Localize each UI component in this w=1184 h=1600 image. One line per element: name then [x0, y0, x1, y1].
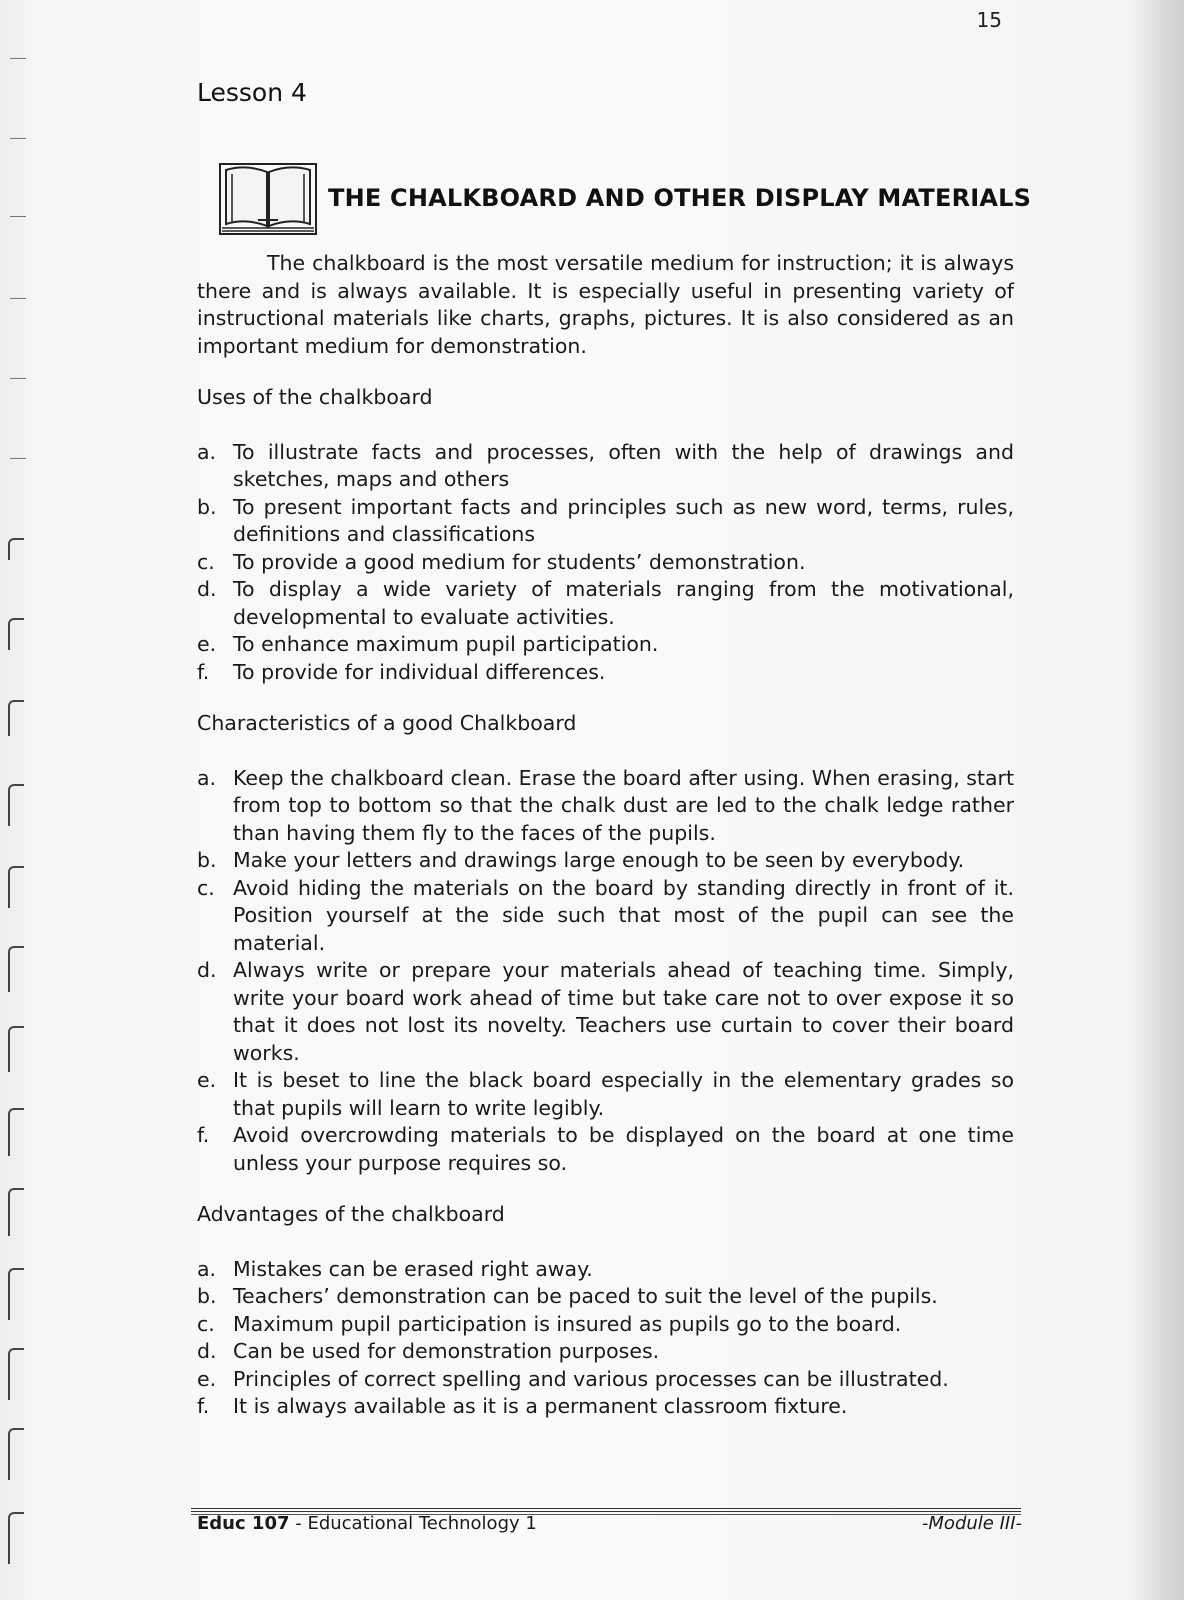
list-marker: b. — [197, 494, 217, 519]
list-item — [197, 957, 1014, 1067]
list-item — [197, 494, 1014, 549]
footer-course-title: - Educational Technology 1 — [289, 1513, 537, 1534]
list-item — [197, 1122, 1014, 1177]
book-icon — [218, 160, 318, 236]
list-marker: d. — [197, 577, 217, 601]
list-marker: f. — [197, 1394, 210, 1418]
list-marker: a. — [197, 439, 217, 464]
list-item — [197, 439, 1014, 494]
lesson-label: Lesson 4 — [197, 78, 307, 107]
characteristics-list — [197, 765, 1014, 1178]
list-item-text: Always write or prepare your materials ahead of teaching time. Simply, write your board work ahead of time but take care not to over expose it so that it does not lost its novelty. Teachers use curtain to cover their board works. — [233, 958, 1014, 1065]
list-item — [197, 549, 1014, 577]
list-item-text: Avoid hiding the materials on the board by standing directly in front of it. Position yourself at the side such that most of the pupil can see the material. — [233, 875, 1014, 955]
list-item-text: Teachers’ demonstration can be paced to suit the level of the pupils. — [233, 1284, 938, 1308]
list-marker: a. — [197, 765, 217, 790]
list-item-text: Can be used for demonstration purposes. — [233, 1339, 660, 1363]
list-item-text: To display a wide variety of materials ranging from the motivational, developmental to evaluate activities. — [233, 577, 1014, 629]
list-marker: d. — [197, 958, 217, 982]
section-heading: Uses of the chalkboard — [197, 385, 433, 409]
list-item — [197, 576, 1014, 631]
list-marker: b. — [197, 848, 217, 872]
list-marker: c. — [197, 875, 215, 900]
title-row — [218, 160, 1031, 236]
list-item-text: To present important facts and principles such as new word, terms, rules, definitions and classifications — [233, 494, 1014, 546]
content-body — [197, 250, 1014, 1421]
list-item-text: Maximum pupil participation is insured as pupils go to the board. — [233, 1311, 902, 1336]
list-item-text: Mistakes can be erased right away. — [233, 1256, 593, 1281]
list-item — [197, 765, 1014, 848]
list-item-text: To enhance maximum pupil participation. — [233, 632, 659, 656]
list-item — [197, 1283, 1014, 1311]
footer-course — [197, 1513, 537, 1534]
page-number: 15 — [976, 8, 1002, 32]
list-item-text: To provide for individual differences. — [233, 659, 606, 684]
list-item — [197, 631, 1014, 659]
uses-list — [197, 439, 1014, 687]
section-uses — [197, 384, 1014, 686]
list-marker: c. — [197, 549, 215, 574]
list-item — [197, 1366, 1014, 1394]
list-item-text: Avoid overcrowding materials to be displayed on the board at one time unless your purpose requires so. — [233, 1123, 1014, 1175]
page-title: THE CHALKBOARD AND OTHER DISPLAY MATERIALS — [328, 184, 1032, 212]
section-advantages — [197, 1201, 1014, 1421]
list-item-text: To provide a good medium for students’ demonstration. — [233, 549, 806, 574]
list-marker: c. — [197, 1311, 215, 1336]
list-item — [197, 1311, 1014, 1339]
list-marker: d. — [197, 1339, 217, 1363]
list-marker: f. — [197, 1123, 210, 1147]
list-marker: e. — [197, 632, 217, 656]
list-item — [197, 1393, 1014, 1421]
intro-paragraph: The chalkboard is the most versatile medium for instruction; it is always there and is always available. It is especially useful in presenting variety of instructional materials like charts, graphs, pictures. It is also considered as an important medium for demonstration. — [197, 251, 1014, 358]
advantages-list — [197, 1256, 1014, 1421]
section-heading: Characteristics of a good Chalkboard — [197, 711, 577, 735]
list-item-text: Make your letters and drawings large enough to be seen by everybody. — [233, 848, 965, 872]
list-marker: f. — [197, 659, 210, 684]
list-item-text: To illustrate facts and processes, often with the help of drawings and sketches, maps and others — [233, 439, 1014, 491]
list-item-text: Keep the chalkboard clean. Erase the board after using. When erasing, start from top to bottom so that the chalk dust are led to the chalk ledge rather than having them fly to the faces of the pupils. — [233, 765, 1014, 845]
list-item — [197, 1256, 1014, 1284]
footer-rule — [191, 1511, 1021, 1512]
footer-rule — [191, 1508, 1021, 1509]
section-characteristics — [197, 710, 1014, 1177]
list-marker: b. — [197, 1284, 217, 1308]
list-item-text: It is always available as it is a permanent classroom fixture. — [233, 1394, 848, 1418]
list-item — [197, 659, 1014, 687]
list-item — [197, 1338, 1014, 1366]
footer-module: -Module III- — [921, 1513, 1022, 1534]
list-item-text: Principles of correct spelling and various processes can be illustrated. — [233, 1366, 949, 1391]
list-item — [197, 847, 1014, 875]
list-marker: a. — [197, 1256, 217, 1281]
list-marker: e. — [197, 1366, 217, 1391]
footer-course-code: Educ 107 — [197, 1513, 290, 1534]
list-item — [197, 1067, 1014, 1122]
list-item-text: It is beset to line the black board especially in the elementary grades so that pupils will learn to write legibly. — [233, 1068, 1014, 1120]
section-heading: Advantages of the chalkboard — [197, 1202, 505, 1226]
list-marker: e. — [197, 1068, 217, 1092]
list-item — [197, 875, 1014, 958]
